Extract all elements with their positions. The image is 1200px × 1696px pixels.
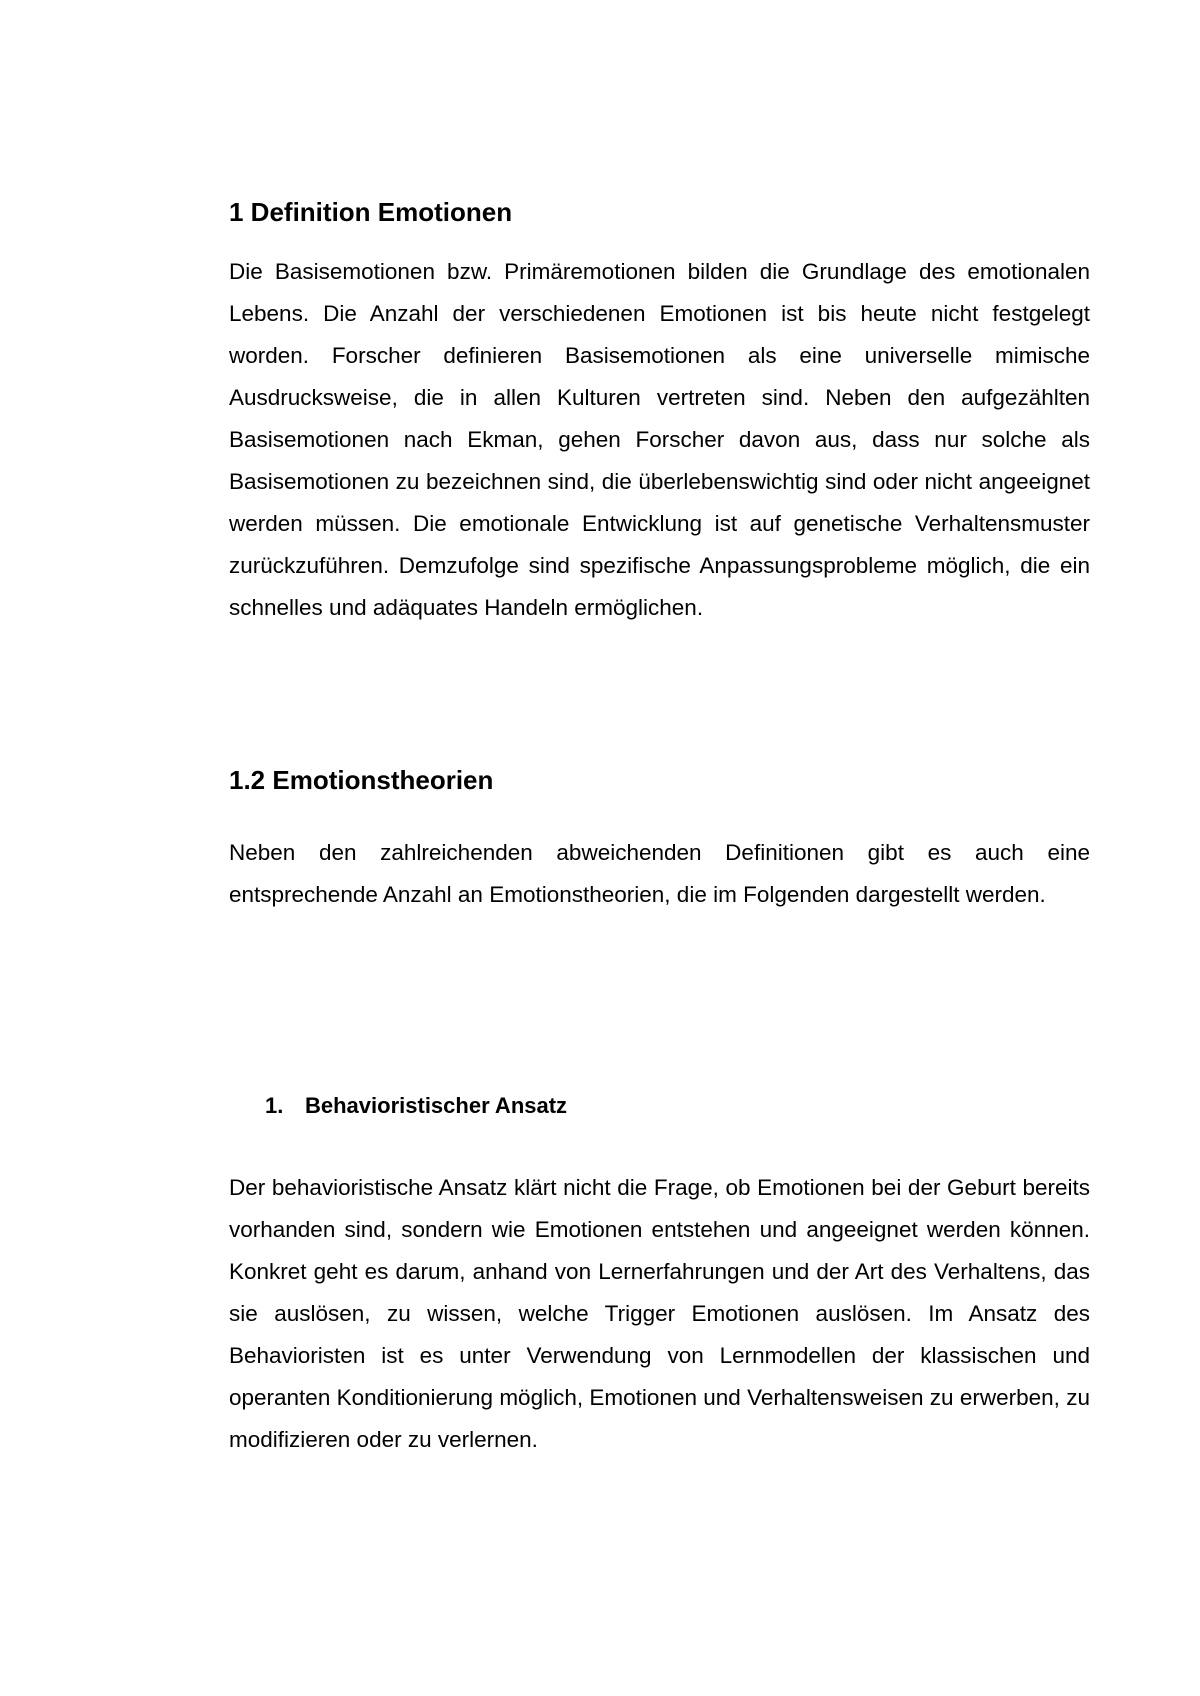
paragraph-definition: Die Basisemotionen bzw. Primäremotionen bilden die Grundlage des emotionalen Lebens. Die Anzahl der verschiedenen Emotionen ist bis heute nicht festgelegt worden. Forscher definieren Basisemotionen als eine universelle mimische Ausdrucksweise, die in allen Kulturen vertreten sind. Neben den aufgezählten Basisemotionen nach Ekman, gehen Forscher davon aus, dass nur solche als Basisemotionen zu bezeichnen sind, die überlebenswichtig sind oder nicht angeeignet werden müssen. Die emotionale Entwicklung ist auf genetische Verhaltensmuster zurückzuführen. Demzufolge sind spezifische Anpassungsprobleme möglich, die ein schnelles und adäquates Handeln ermöglichen.: [229, 259, 1090, 620]
paragraph-behaviorist: Der behavioristische Ansatz klärt nicht die Frage, ob Emotionen bei der Geburt bereits vorhanden sind, sondern wie Emotionen entstehen und angeeignet werden können. Konkret geht es darum, anhand von Lernerfahrungen und der Art des Verhaltens, das sie auslösen, zu wissen, welche Trigger Emotionen auslösen. Im Ansatz des Behavioristen ist es unter Verwendung von Lernmodellen der klassischen und operanten Konditionierung möglich, Emotionen und Verhaltensweisen zu erwerben, zu modifizieren oder zu verlernen.: [229, 1175, 1090, 1452]
list-heading-label: Behavioristischer Ansatz: [305, 1093, 568, 1118]
paragraph-theories: Neben den zahlreichenden abweichenden Definitionen gibt es auch eine entsprechende Anzahl an Emotionstheorien, die im Folgenden dargestellt werden.: [229, 840, 1090, 907]
list-number: 1.: [265, 1093, 284, 1118]
section-heading-definition: 1 Definition Emotionen: [229, 197, 513, 227]
list-heading-behaviorist: [229, 1092, 567, 1120]
section-heading-theories: 1.2 Emotionstheorien: [229, 765, 494, 795]
